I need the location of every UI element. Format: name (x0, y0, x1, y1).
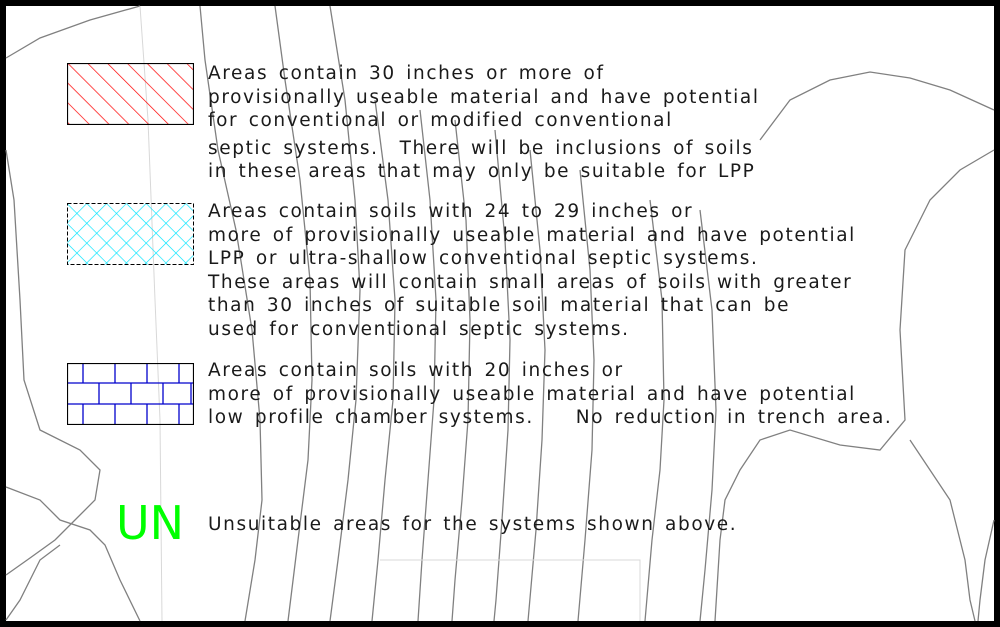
legend-line: more of provisionally useable material and have potential (208, 224, 856, 246)
contour-line (6, 6, 140, 58)
contour-line (978, 520, 994, 621)
cyan-crosshatch-swatch-icon (67, 203, 194, 265)
legend-text-unsuitable (208, 513, 737, 537)
legend-line: septic systems. There will be inclusions of soils (208, 137, 754, 159)
legend-line: low profile chamber systems. No reduction in trench area. (208, 407, 893, 428)
contour-line (760, 72, 994, 140)
legend-line: provisionally useable material and have potential (208, 86, 760, 108)
legend-line: used for conventional septic systems. (208, 318, 630, 340)
legend-line: more of provisionally useable material and have potential (208, 383, 856, 405)
legend-line: These areas will contain small areas of soils with greater (208, 271, 853, 293)
legend-line: than 30 inches of suitable soil material that can be (208, 295, 791, 316)
legend-line: Unsuitable areas for the systems shown above. (208, 514, 738, 535)
legend-line: in these areas that may only be suitable for LPP (208, 161, 756, 182)
legend-line: Areas contain 30 inches or more of (208, 63, 605, 84)
legend-line: for conventional or modified conventional (208, 110, 673, 131)
contour-line (910, 440, 975, 621)
legend-text-low-profile (208, 359, 892, 430)
blue-brick-swatch-icon (67, 363, 194, 425)
unsuitable-symbol: UN (116, 496, 185, 550)
legend-line: LPP or ultra-shallow conventional septic systems. (208, 248, 759, 269)
red-hatch-swatch-icon (67, 63, 194, 125)
legend-text-conventional (208, 62, 760, 184)
legend-line: Areas contain soils with 20 inches or (208, 360, 624, 381)
legend-text-lpp (208, 200, 856, 341)
legend-line: Areas contain soils with 24 to 29 inches or (208, 201, 694, 222)
